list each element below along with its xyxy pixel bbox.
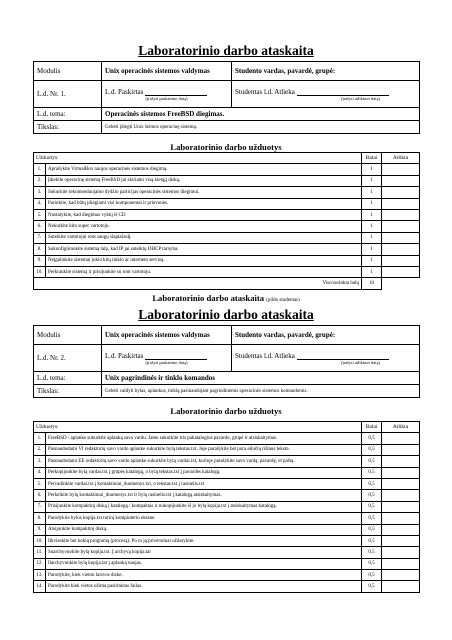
task-done bbox=[382, 581, 420, 592]
col-points: Balai bbox=[362, 153, 382, 164]
task-row bbox=[34, 490, 420, 501]
completed-date: Studentas l.d. Atlieka (įrašyti atlikimo datą) bbox=[232, 81, 420, 108]
task-row bbox=[34, 433, 420, 444]
task-text: Įdiekite operacinę sistemą FreeBSD jai skiriami visą kietąjį diską. bbox=[46, 175, 362, 186]
task-done bbox=[382, 433, 420, 444]
task-done bbox=[382, 198, 420, 209]
task-number: 5. bbox=[34, 209, 46, 220]
task-text: Parodykite, kiek vieton laisvos diske. bbox=[46, 570, 362, 581]
task-done bbox=[382, 535, 420, 546]
assigned-date: L.d. Paskirtas (įrašyti paskirimo datą) bbox=[102, 81, 232, 108]
task-number: 4. bbox=[34, 198, 46, 209]
task-done bbox=[382, 266, 420, 277]
task-points: 0,5 bbox=[362, 513, 382, 524]
task-row bbox=[34, 221, 420, 232]
topic-value: Operacinės sistemos FreeBSD diegimas. bbox=[102, 108, 420, 121]
task-points: 1 bbox=[362, 232, 382, 243]
goal-label: Tikslas: bbox=[34, 385, 102, 398]
task-done bbox=[382, 467, 420, 478]
goal-value: Gebėti valdyti bylas, aplankus, tinklą pasinaudojant pagrindinėmis operacinės sistemos komandomis. bbox=[102, 385, 420, 398]
task-points: 0,5 bbox=[362, 558, 382, 569]
task-number: 8. bbox=[34, 513, 46, 524]
student-label: Studento vardas, pavardė, grupė: bbox=[232, 62, 420, 81]
topic-value: Unix pagrindinės ir tinklo komandos bbox=[102, 372, 420, 385]
task-text: Parinkite, kad būtų įdiegiami visi komponentai ir prievonės. bbox=[46, 198, 362, 209]
task-row bbox=[34, 232, 420, 243]
task-number: 1. bbox=[34, 433, 46, 444]
student-label: Studento vardas, pavardė, grupė: bbox=[232, 326, 420, 345]
task-row bbox=[34, 535, 420, 546]
goal-label: Tikslas: bbox=[34, 121, 102, 134]
task-done bbox=[382, 456, 420, 467]
task-row bbox=[34, 266, 420, 277]
task-points: 1 bbox=[362, 198, 382, 209]
task-text: Sukonfigūruokite sistemą taip, kad IP jai suteiktų DHCP tarnyba. bbox=[46, 244, 362, 255]
task-points: 0,5 bbox=[362, 581, 382, 592]
task-points: 0,5 bbox=[362, 524, 382, 535]
task-row bbox=[34, 501, 420, 512]
task-done bbox=[382, 232, 420, 243]
completed-date: Studentas l.d. Atlieka (įrašyti atlikimo datą) bbox=[232, 345, 420, 372]
task-number: 14. bbox=[34, 581, 46, 592]
task-text: Ilarchyvuokite bylą kopija.tar į aplanką naujas. bbox=[46, 558, 362, 569]
col-done: Atlikta bbox=[382, 153, 420, 164]
col-done: Atlikta bbox=[382, 422, 420, 433]
task-done bbox=[382, 209, 420, 220]
task-done bbox=[382, 478, 420, 489]
task-row bbox=[34, 478, 420, 489]
lab1-header-table bbox=[33, 61, 420, 134]
task-row bbox=[34, 570, 420, 581]
task-text: Perkelkite bylą kontaktiniai_duomenys.txt ir bylą rasinelis.txt į katalogą atsiskaitymas. bbox=[46, 490, 362, 501]
task-number: 3. bbox=[34, 187, 46, 198]
task-points: 1 bbox=[362, 244, 382, 255]
task-points: 0,5 bbox=[362, 467, 382, 478]
lab2-pre-title: Laboratorinio darbo ataskaita (pildo studentas) bbox=[152, 293, 300, 303]
task-points: 0,5 bbox=[362, 547, 382, 558]
task-text: Parodykite kiek vietos užima pasirinktas failas. bbox=[46, 581, 362, 592]
task-row bbox=[34, 255, 420, 266]
task-points: 1 bbox=[362, 164, 382, 175]
modulis-label: Modulis bbox=[34, 326, 102, 345]
task-text: Atsijunkite kompaktinį diską. bbox=[46, 524, 362, 535]
task-points: 1 bbox=[362, 175, 382, 186]
task-text: FreeBSD / aplanke sukurkite aplanką savo vardu. Jame sukurkite tris pakatalogius pavarde, grupė ir atsiskaitymas. bbox=[46, 433, 362, 444]
total-value: 10 bbox=[362, 278, 382, 289]
task-points: 1 bbox=[362, 209, 382, 220]
col-tasks: Užduotys: bbox=[34, 153, 362, 164]
lab2-tasks-table bbox=[33, 421, 420, 593]
lab2-title: Laboratorinio darbo ataskaita bbox=[138, 307, 314, 322]
task-number: 8. bbox=[34, 244, 46, 255]
task-done bbox=[382, 501, 420, 512]
task-text: Prisijunkite kompaktinį diską į katalogą / kompaktas ir nukopijuokite iš jo bylą kopija.txt į atsiskaitymas katalogą. bbox=[46, 501, 362, 512]
task-points: 1 bbox=[362, 266, 382, 277]
task-number: 4. bbox=[34, 467, 46, 478]
task-number: 2. bbox=[34, 444, 46, 455]
task-number: 9. bbox=[34, 524, 46, 535]
task-points: 0,5 bbox=[362, 433, 382, 444]
task-row bbox=[34, 187, 420, 198]
task-points: 0,5 bbox=[362, 478, 382, 489]
task-done bbox=[382, 244, 420, 255]
task-done bbox=[382, 444, 420, 455]
task-done bbox=[382, 547, 420, 558]
task-points: 0,5 bbox=[362, 570, 382, 581]
task-number: 3. bbox=[34, 456, 46, 467]
ld-number: L.d. Nr. 2. bbox=[34, 345, 102, 372]
task-number: 2. bbox=[34, 175, 46, 186]
task-text: Perkopijuokite bylą vardai.txt į grupės katalogą, o bylą tekstas.txt į pavardės katalogą. bbox=[46, 467, 362, 478]
lab2-header-table bbox=[33, 325, 420, 398]
modulis-value: Unix operacinės sistemos valdymas bbox=[102, 326, 232, 345]
task-row bbox=[34, 581, 420, 592]
task-points: 0,5 bbox=[362, 456, 382, 467]
task-points: 1 bbox=[362, 187, 382, 198]
assigned-date: L.d. Paskirtas (įrašyti paskirimo datą) bbox=[102, 345, 232, 372]
goal-value: Gebėti įdiegti Unix šeimos operacinę sistemą. bbox=[102, 121, 420, 134]
task-number: 9. bbox=[34, 255, 46, 266]
task-number: 10. bbox=[34, 535, 46, 546]
topic-label: L.d. tema: bbox=[34, 372, 102, 385]
task-text: Aprašykite VirtualBox naujos operacinės sistemos diegimą. bbox=[46, 164, 362, 175]
task-number: 10. bbox=[34, 266, 46, 277]
task-row bbox=[34, 209, 420, 220]
task-done bbox=[382, 524, 420, 535]
task-number: 6. bbox=[34, 490, 46, 501]
lab1-title: Laboratorinio darbo ataskaita bbox=[138, 43, 314, 58]
task-row bbox=[34, 558, 420, 569]
task-number: 13. bbox=[34, 570, 46, 581]
total-label: Viso/surinkta balų bbox=[34, 278, 362, 289]
task-points: 1 bbox=[362, 255, 382, 266]
task-points: 1 bbox=[362, 221, 382, 232]
task-text: Pasnaudodami EE redaktorių savo vardo aplanke sukurkite bylą vardai.txt, kurioje parašykite savo vardą, pavardę, el paštą. bbox=[46, 456, 362, 467]
task-points: 0,5 bbox=[362, 535, 382, 546]
modulis-value: Unix operacinės sistemos valdymas bbox=[102, 62, 232, 81]
task-number: 12. bbox=[34, 558, 46, 569]
task-text: Suarchyvuokite bylą kopija.txt. Į archyvą kopija.tar bbox=[46, 547, 362, 558]
task-number: 7. bbox=[34, 501, 46, 512]
task-number: 7. bbox=[34, 232, 46, 243]
col-points: Balai bbox=[362, 422, 382, 433]
task-points: 0,5 bbox=[362, 501, 382, 512]
task-row bbox=[34, 175, 420, 186]
task-done bbox=[382, 175, 420, 186]
task-text: Nustatykite, kad diegimas vyktų iš CD bbox=[46, 209, 362, 220]
lab2-tasks-title: Laboratorinio darbo užduotys bbox=[170, 406, 282, 416]
task-done bbox=[382, 187, 420, 198]
modulis-label: Modulis bbox=[34, 62, 102, 81]
task-points: 0,5 bbox=[362, 490, 382, 501]
task-number: 6. bbox=[34, 221, 46, 232]
col-tasks: Užduotys: bbox=[34, 422, 362, 433]
total-row bbox=[34, 278, 420, 289]
ld-number: L.d. Nr. 1. bbox=[34, 81, 102, 108]
task-text: Nekurkite kito super vartotojo. bbox=[46, 221, 362, 232]
task-done bbox=[382, 255, 420, 266]
task-number: 5. bbox=[34, 478, 46, 489]
task-text: Suteikite vartotojui root saugų slaptažodį. bbox=[46, 232, 362, 243]
task-text: Neįgalinkite sistemai jokiu kitų tinklo ar interneto servisų. bbox=[46, 255, 362, 266]
task-row bbox=[34, 467, 420, 478]
task-text: Parodykite bylos kopija.txt turinį kompiuterio ekrane. bbox=[46, 513, 362, 524]
task-text: Perkraukite sistemą ir prisijunkite su root vartotoju. bbox=[46, 266, 362, 277]
task-text: Sukurkite rekomenduojamo dydžio particijas operacinės sistemos diegimui. bbox=[46, 187, 362, 198]
task-row bbox=[34, 456, 420, 467]
task-text: Pasnaudodami VI redaktorių savo vardo aplanke sukurkite bylą tekstas.txt. Joje parašykite bet pora eilučių rišlaus teksto. bbox=[46, 444, 362, 455]
task-row bbox=[34, 547, 420, 558]
task-done bbox=[382, 164, 420, 175]
task-number: 1. bbox=[34, 164, 46, 175]
task-number: 11. bbox=[34, 547, 46, 558]
task-text: Pervadinkite vardai.txt į kontaktiniai_duomenys.txt, o tekstas.txt į rasinelis.txt bbox=[46, 478, 362, 489]
task-row bbox=[34, 444, 420, 455]
task-done bbox=[382, 221, 420, 232]
task-done bbox=[382, 558, 420, 569]
task-row bbox=[34, 244, 420, 255]
task-row bbox=[34, 198, 420, 209]
total-done bbox=[382, 278, 420, 289]
task-row bbox=[34, 164, 420, 175]
task-done bbox=[382, 513, 420, 524]
task-row bbox=[34, 524, 420, 535]
topic-label: L.d. tema: bbox=[34, 108, 102, 121]
task-points: 0,5 bbox=[362, 444, 382, 455]
task-row bbox=[34, 513, 420, 524]
task-text: Ilkvieskite bet kokią programą (procesą). Po to ją priverstinai uždarykite. bbox=[46, 535, 362, 546]
lab1-tasks-title: Laboratorinio darbo užduotys bbox=[170, 142, 282, 152]
task-done bbox=[382, 490, 420, 501]
lab1-tasks-table bbox=[33, 152, 420, 290]
task-done bbox=[382, 570, 420, 581]
